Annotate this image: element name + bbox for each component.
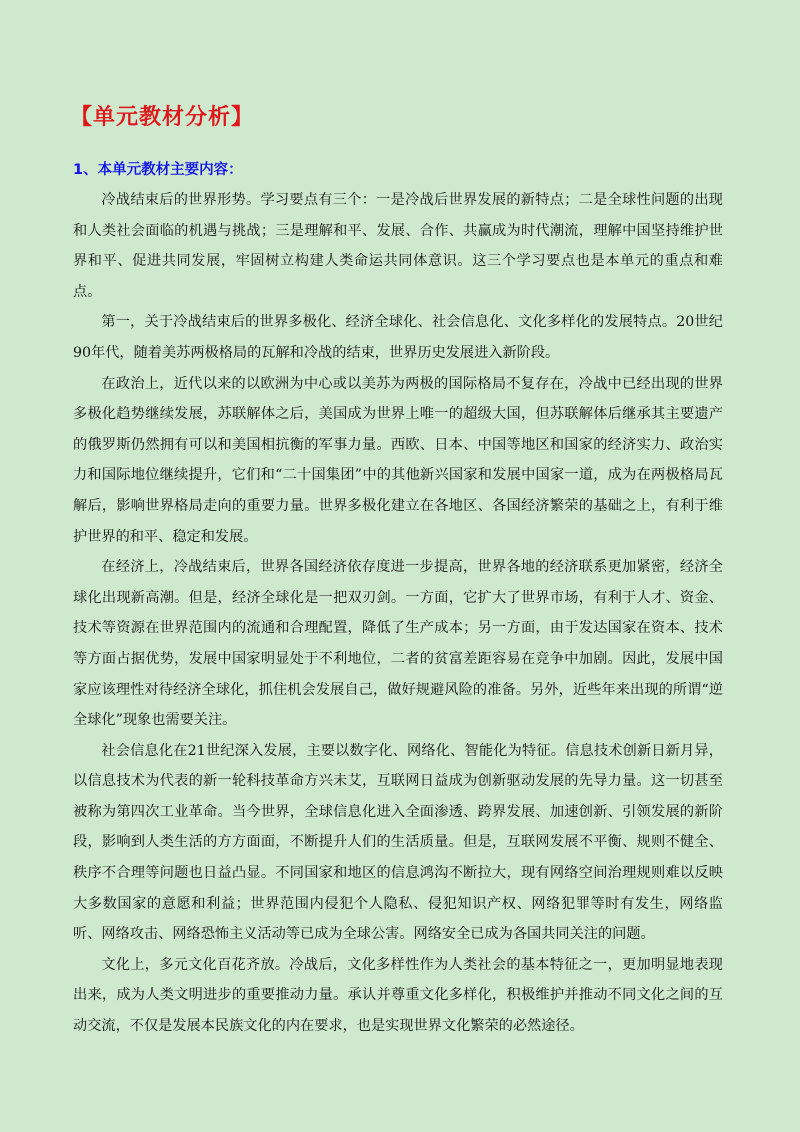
paragraph-first-point: 第一，关于冷战结束后的世界多极化、经济全球化、社会信息化、文化多样化的发展特点。20世纪90年代，随着美苏两极格局的瓦解和冷战的结束，世界历史发展进入新阶段。 (73, 314, 723, 361)
paragraph-economy: 在经济上，冷战结束后，世界各国经济依存度进一步提高，世界各地的经济联系更加紧密，经济全球化出现新高潮。但是，经济全球化是一把双刃剑。一方面，它扩大了世界市场，有利于人才、资金、技术等资源在世界范围内的流通和合理配置，降低了生产成本；另一方面，由于发达国家在资本、技术等方面占据优势，发展中国家明显处于不利地位，二者的贫富差距容易在竞争中加剧。因此，发展中国家应该理性对待经济全球化，抓住机会发展自己，做好规避风险的准备。另外，近些年来出现的所谓“逆全球化”现象也需要关注。 (73, 559, 723, 729)
paragraph-informatization: 社会信息化在21世纪深入发展，主要以数字化、网络化、智能化为特征。信息技术创新日新月异，以信息技术为代表的新一轮科技革命方兴未艾，互联网日益成为创新驱动发展的先导力量。这一切甚至被称为第四次工业革命。当今世界，全球信息化进入全面渗透、跨界发展、加速创新、引领发展的新阶段，影响到人类生活的方方面面，不断提升人们的生活质量。但是，互联网发展不平衡、规则不健全、秩序不合理等问题也日益凸显。不同国家和地区的信息鸿沟不断拉大，现有网络空间治理规则难以反映大多数国家的意愿和利益；世界范围内侵犯个人隐私、侵犯知识产权、网络犯罪等时有发生，网络监听、网络攻击、网络恐怖主义活动等已成为全球公害。网络安全已成为各国共同关注的问题。 (73, 742, 723, 943)
paragraph-culture: 文化上，多元文化百花齐放。冷战后，文化多样性作为人类社会的基本特征之一，更加明显地表现出来，成为人类文明进步的重要推动力量。承认并尊重文化多样化，积极维护并推动不同文化之间的互动交流，不仅是发展本民族文化的内在要求，也是实现世界文化繁荣的必然途径。 (73, 956, 723, 1035)
subheading: 1、本单元教材主要内容： (73, 162, 243, 178)
section-heading: 【单元教材分析】 (70, 105, 255, 130)
paragraph-intro: 冷战结束后的世界形势。学习要点有三个：一是冷战后世界发展的新特点；二是全球性问题的出现和人类社会面临的机遇与挑战；三是理解和平、发展、合作、共赢成为时代潮流，理解中国坚持维护世界和平、促进共同发展，牢固树立构建人类命运共同体意识。这三个学习要点也是本单元的重点和难点。 (73, 192, 723, 300)
paragraph-politics: 在政治上，近代以来的以欧洲为中心或以美苏为两极的国际格局不复存在，冷战中已经出现的世界多极化趋势继续发展，苏联解体之后，美国成为世界上唯一的超级大国，但苏联解体后继承其主要遗产的俄罗斯仍然拥有可以和美国相抗衡的军事力量。西欧、日本、中国等地区和国家的经济实力、政治实力和国际地位继续提升，它们和“二十国集团”中的其他新兴国家和发展中国家一道，成为在两极格局瓦解后，影响世界格局走向的重要力量。世界多极化建立在各地区、各国经济繁荣的基础之上，有利于维护世界的和平、稳定和发展。 (73, 375, 723, 545)
